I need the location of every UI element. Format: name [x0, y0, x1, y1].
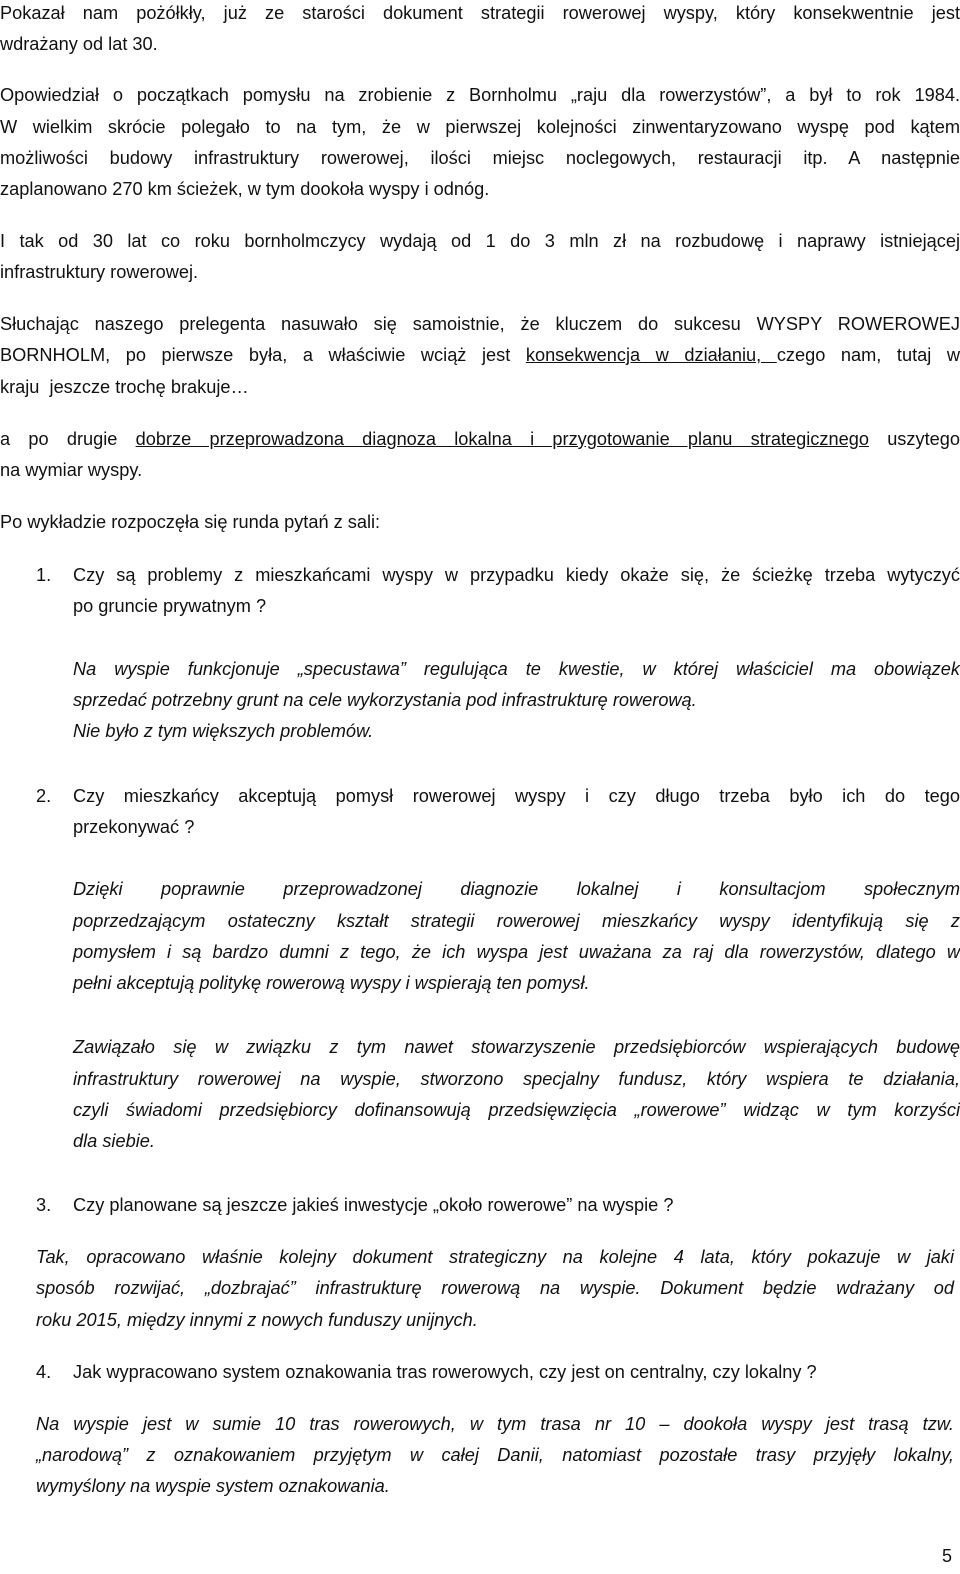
- paragraph-line: wdrażany od lat 30.: [0, 34, 158, 54]
- paragraph-line: infrastruktury rowerowej.: [0, 262, 199, 282]
- paragraph-line: Po wykładzie rozpoczęła się runda pytań z sali:: [0, 512, 381, 532]
- paragraph-line: I tak od 30 lat co roku bornholmczycy wydają od 1 do 3 mln zł na rozbudowę i naprawy istniejącej: [0, 231, 960, 251]
- list-number: 2.: [36, 786, 52, 806]
- answer-line: Na wyspie funkcjonuje „specustawa” regulująca te kwestie, w której właściciel ma obowiązek: [73, 659, 960, 679]
- answer-line: Na wyspie jest w sumie 10 tras rowerowych, w tym trasa nr 10 – dookoła wyspy jest trasą tzw.: [36, 1414, 954, 1434]
- paragraph-line: na wymiar wyspy.: [0, 460, 143, 480]
- paragraph-line: Pokazał nam pożółkły, już ze starości dokument strategii rowerowej wyspy, który konsekwentnie jest: [0, 3, 960, 23]
- answer-line: Zawiązało się w związku z tym nawet stowarzyszenie przedsiębiorców wspierających budowę: [73, 1037, 960, 1057]
- answer-line: Tak, opracowano właśnie kolejny dokument strategiczny na kolejne 4 lata, który pokazuje w jaki: [36, 1247, 954, 1267]
- answer-line: infrastruktury rowerowej na wyspie, stworzono specjalny fundusz, który wspiera te działania,: [73, 1069, 960, 1089]
- answer-line: czyli świadomi przedsiębiorcy dofinansowują przedsięwzięcia „rowerowe” widząc w tym korzyści: [73, 1100, 960, 1120]
- question-line: Czy są problemy z mieszkańcami wyspy w przypadku kiedy okaże się, że ścieżkę trzeba wytyczyć: [73, 565, 960, 585]
- paragraph-line: W wielkim skrócie polegało to na tym, że w pierwszej kolejności zinwentaryzowano wyspę pod kątem: [0, 117, 960, 137]
- question-line: po gruncie prywatnym ?: [73, 596, 267, 616]
- answer-line: sposób rozwijać, „dozbrajać” infrastrukturę rowerową na wyspie. Dokument będzie wdrażany od: [36, 1278, 954, 1298]
- answer-line: wymyślony na wyspie system oznakowania.: [36, 1476, 390, 1496]
- paragraph-line: Opowiedział o początkach pomysłu na zrobienie z Bornholmu „raju dla rowerzystów”, a był to rok 1984.: [0, 85, 960, 105]
- list-number: 4.: [36, 1362, 52, 1382]
- text-run: uszytego: [868, 429, 960, 449]
- list-number: 1.: [36, 565, 52, 585]
- paragraph-line: kraju jeszcze trochę brakuje…: [0, 377, 249, 397]
- answer-line: „narodową” z oznakowaniem przyjętym w całej Danii, natomiast pozostałe trasy przyjęły lokalny,: [36, 1445, 954, 1465]
- answer-line: sprzedać potrzebny grunt na cele wykorzystania pod infrastrukturę rowerową.: [73, 690, 697, 710]
- underlined-phrase: konsekwencja w działaniu,: [525, 345, 777, 365]
- answer-line: Nie było z tym większych problemów.: [73, 721, 374, 741]
- paragraph-line: Słuchając naszego prelegenta nasuwało się samoistnie, że kluczem do sukcesu WYSPY ROWEROWEJ: [0, 314, 960, 334]
- list-number: 3.: [36, 1195, 52, 1215]
- question-line: Czy planowane są jeszcze jakieś inwestycje „około rowerowe” na wyspie ?: [73, 1195, 674, 1215]
- answer-line: roku 2015, między innymi z nowych funduszy unijnych.: [36, 1310, 478, 1330]
- paragraph-line: [0, 344, 960, 366]
- text-run: BORNHOLM, po pierwsze była, a właściwie wciąż jest: [0, 345, 526, 365]
- text-run: a po drugie: [0, 429, 136, 449]
- paragraph-line: możliwości budowy infrastruktury rowerowej, ilości miejsc noclegowych, restauracji itp. A następnie: [0, 148, 960, 168]
- question-line: Czy mieszkańcy akceptują pomysł rowerowej wyspy i czy długo trzeba było ich do tego: [73, 786, 960, 806]
- question-line: Jak wypracowano system oznakowania tras rowerowych, czy jest on centralny, czy lokalny ?: [73, 1362, 817, 1382]
- answer-line: dla siebie.: [73, 1131, 155, 1151]
- answer-line: pomysłem i są bardzo dumni z tego, że ich wyspa jest uważana za raj dla rowerzystów, dlatego w: [73, 942, 960, 962]
- paragraph-line: [0, 428, 960, 450]
- answer-line: poprzedzającym ostateczny kształt strategii rowerowej mieszkańcy wyspy identyfikują się z: [73, 911, 960, 931]
- answer-line: Dzięki poprawnie przeprowadzonej diagnozie lokalnej i konsultacjom społecznym: [73, 879, 960, 899]
- paragraph-line: zaplanowano 270 km ścieżek, w tym dookoła wyspy i odnóg.: [0, 179, 490, 199]
- question-line: przekonywać ?: [73, 817, 195, 837]
- answer-line: pełni akceptują politykę rowerową wyspy i wspierają ten pomysł.: [73, 973, 590, 993]
- text-run: czego nam, tutaj w: [776, 345, 960, 365]
- underlined-phrase: dobrze przeprowadzona diagnoza lokalna i przygotowanie planu strategicznego: [135, 429, 869, 449]
- page-number: 5: [941, 1546, 952, 1566]
